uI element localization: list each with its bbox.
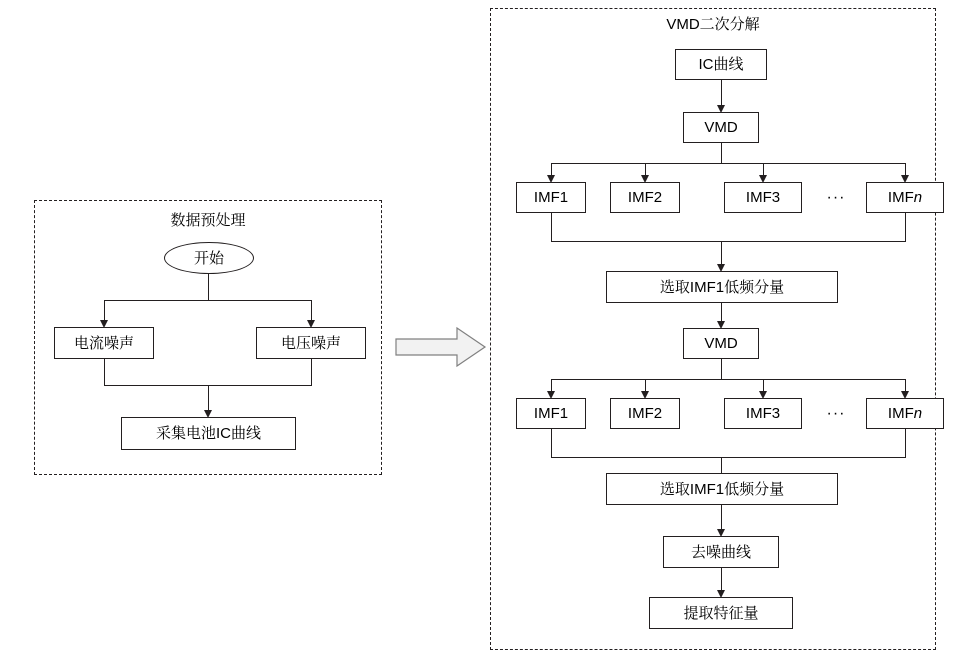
node-current-noise: 电流噪声 — [54, 327, 154, 359]
node-imfn-second — [866, 398, 944, 429]
node-ic-curve: IC曲线 — [675, 49, 767, 80]
edge-current-noise-down — [104, 359, 105, 385]
node-imfn-first-index: n — [913, 189, 923, 206]
edge-vmd1-down — [721, 143, 722, 163]
edge-imfna-down — [905, 213, 906, 241]
node-select-imf1-second: 选取IMF1低频分量 — [606, 473, 838, 505]
ellipsis-second: ··· — [826, 404, 846, 422]
transition-arrow — [395, 325, 487, 369]
edge-ic-to-vmd1 — [721, 80, 722, 105]
node-imf1-second: IMF1 — [516, 398, 586, 429]
edge-merge-a-to-select — [721, 241, 722, 264]
edge-imf-a-bar — [551, 163, 906, 164]
edge-select1-to-vmd2 — [721, 303, 722, 321]
node-extract-features: 提取特征量 — [649, 597, 793, 629]
node-denoise-curve: 去噪曲线 — [663, 536, 779, 568]
node-imf1-first: IMF1 — [516, 182, 586, 213]
preprocess-panel-title: 数据预处理 — [170, 212, 246, 229]
edge-merge-to-collect — [208, 385, 209, 410]
edge-to-voltage-noise — [311, 300, 312, 320]
edge-to-current-noise — [104, 300, 105, 320]
edge-to-imf1b — [551, 379, 552, 391]
node-collect-ic-curve: 采集电池IC曲线 — [121, 417, 296, 450]
edge-imf-b-bar — [551, 379, 906, 380]
edge-voltage-noise-down — [311, 359, 312, 385]
edge-start-split — [208, 274, 209, 300]
edge-to-imf3a — [763, 163, 764, 175]
edge-imf1a-down — [551, 213, 552, 241]
node-imf3-second: IMF3 — [724, 398, 802, 429]
edge-to-imfnb — [905, 379, 906, 391]
node-imfn-second-index: n — [913, 405, 923, 422]
edge-denoise-to-extract — [721, 568, 722, 590]
node-imf2-second: IMF2 — [610, 398, 680, 429]
node-imfn-second-label: IMF — [887, 405, 914, 422]
node-vmd-second: VMD — [683, 328, 759, 359]
edge-to-imf1a — [551, 163, 552, 175]
node-voltage-noise: 电压噪声 — [256, 327, 366, 359]
edge-imf1b-down — [551, 429, 552, 457]
edge-merge-b-bar — [551, 457, 906, 458]
edge-vmd2-down — [721, 359, 722, 379]
edge-select2-to-denoise — [721, 505, 722, 529]
edge-to-imf2a — [645, 163, 646, 175]
node-start: 开始 — [164, 242, 254, 274]
node-imfn-first-label: IMF — [887, 189, 914, 206]
edge-to-imfna — [905, 163, 906, 175]
vmd-panel-title: VMD二次分解 — [666, 16, 760, 33]
node-imf3-first: IMF3 — [724, 182, 802, 213]
edge-merge-a-bar — [551, 241, 906, 242]
node-imf2-first: IMF2 — [610, 182, 680, 213]
ellipsis-first: ··· — [826, 188, 846, 206]
node-vmd-first: VMD — [683, 112, 759, 143]
edge-split-bar — [104, 300, 312, 301]
node-select-imf1-first: 选取IMF1低频分量 — [606, 271, 838, 303]
edge-to-imf3b — [763, 379, 764, 391]
node-imfn-first — [866, 182, 944, 213]
edge-to-imf2b — [645, 379, 646, 391]
edge-imfnb-down — [905, 429, 906, 457]
